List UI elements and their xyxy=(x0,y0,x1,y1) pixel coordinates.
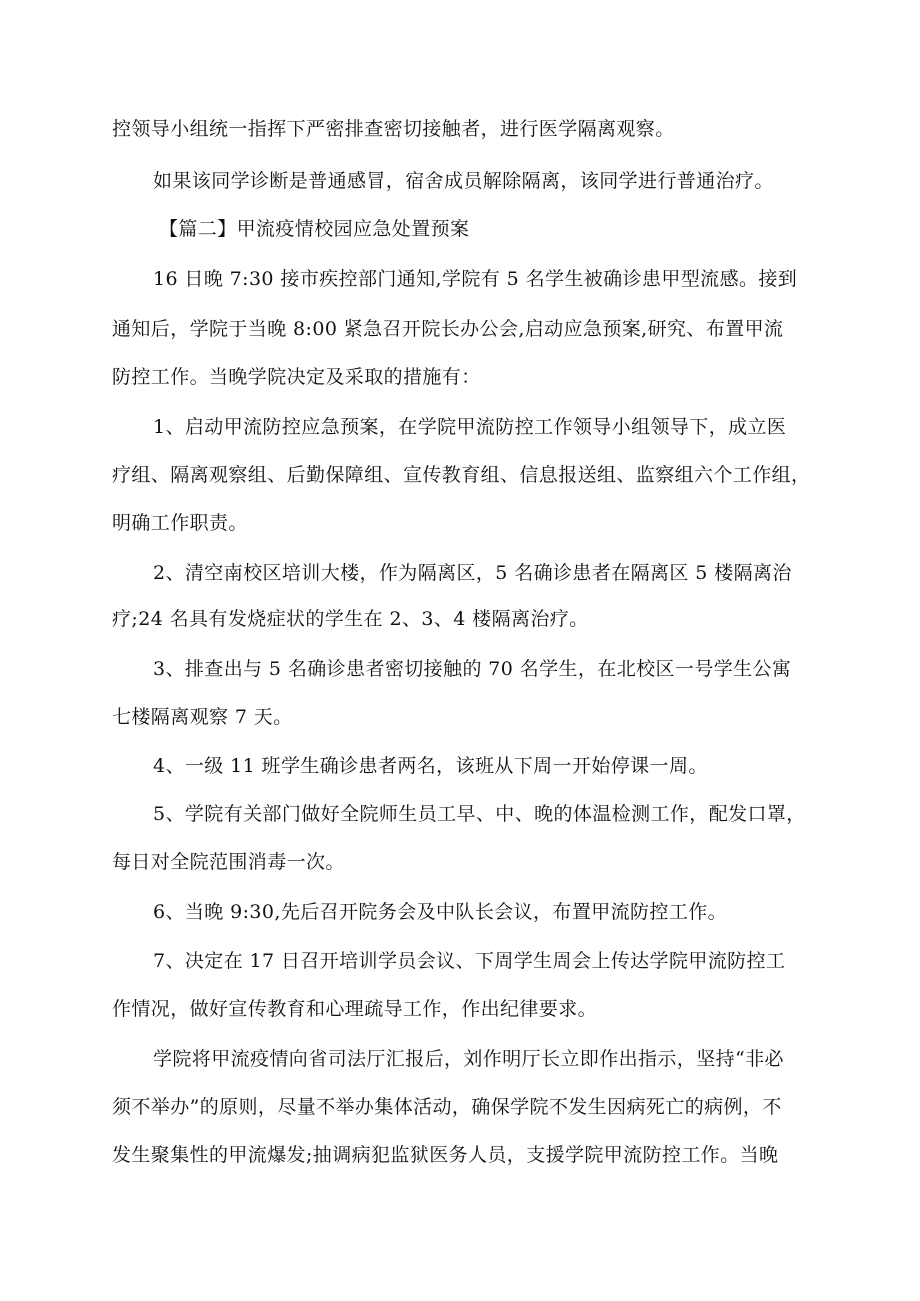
text-line: 须不举办”的原则，尽量不举办集体活动，确保学院不发生因病死亡的病例，不 xyxy=(112,1096,782,1118)
text-line: 控领导小组统一指挥下严密排查密切接触者，进行医学隔离观察。 xyxy=(112,118,675,140)
text-line: 七楼隔离观察 7 天。 xyxy=(112,706,293,728)
text-line: 明确工作职责。 xyxy=(112,512,248,534)
text-line: 每日对全院范围消毒一次。 xyxy=(112,851,345,873)
text-line: 通知后，学院于当晚 8:00 紧急召开院长办公会,启动应急预案,研究、布置甲流 xyxy=(112,318,784,340)
text-line: 6、当晚 9:30,先后召开院务会及中队长会议，布置甲流防控工作。 xyxy=(153,901,728,923)
text-line: 学院将甲流疫情向省司法厅汇报后，刘作明厅长立即作出指示，坚持“非必 xyxy=(153,1048,784,1070)
text-line: 如果该同学诊断是普通感冒，宿舍成员解除隔离，该同学进行普通治疗。 xyxy=(153,170,774,192)
text-line: 疗;24 名具有发烧症状的学生在 2、3、4 楼隔离治疗。 xyxy=(112,608,589,630)
text-line: 发生聚集性的甲流爆发;抽调病犯监狱医务人员，支援学院甲流防控工作。当晚 xyxy=(112,1144,779,1166)
text-line: 防控工作。当晚学院决定及采取的措施有： xyxy=(112,366,481,388)
text-line: 4、一级 11 班学生确诊患者两名，该班从下周一开始停课一周。 xyxy=(153,755,708,777)
section-heading: 【篇二】甲流疫情校园应急处置预案 xyxy=(159,218,470,240)
text-line: 作情况，做好宣传教育和心理疏导工作，作出纪律要求。 xyxy=(112,998,598,1020)
text-line: 16 日晚 7:30 接市疾控部门通知,学院有 5 名学生被确诊患甲型流感。接到 xyxy=(153,268,798,290)
text-line: 疗组、隔离观察组、后勤保障组、宣传教育组、信息报送组、监察组六个工作组， xyxy=(112,464,811,486)
text-line: 2、清空南校区培训大楼，作为隔离区，5 名确诊患者在隔离区 5 楼隔离治 xyxy=(153,562,792,584)
text-line: 5、学院有关部门做好全院师生员工早、中、晚的体温检测工作，配发口罩， xyxy=(153,803,806,825)
text-line: 7、决定在 17 日召开培训学员会议、下周学生周会上传达学院甲流防控工 xyxy=(153,950,786,972)
text-line: 1、启动甲流防控应急预案，在学院甲流防控工作领导小组领导下，成立医 xyxy=(153,416,787,438)
text-line: 3、排查出与 5 名确诊患者密切接触的 70 名学生，在北校区一号学生公寓 xyxy=(153,658,792,680)
